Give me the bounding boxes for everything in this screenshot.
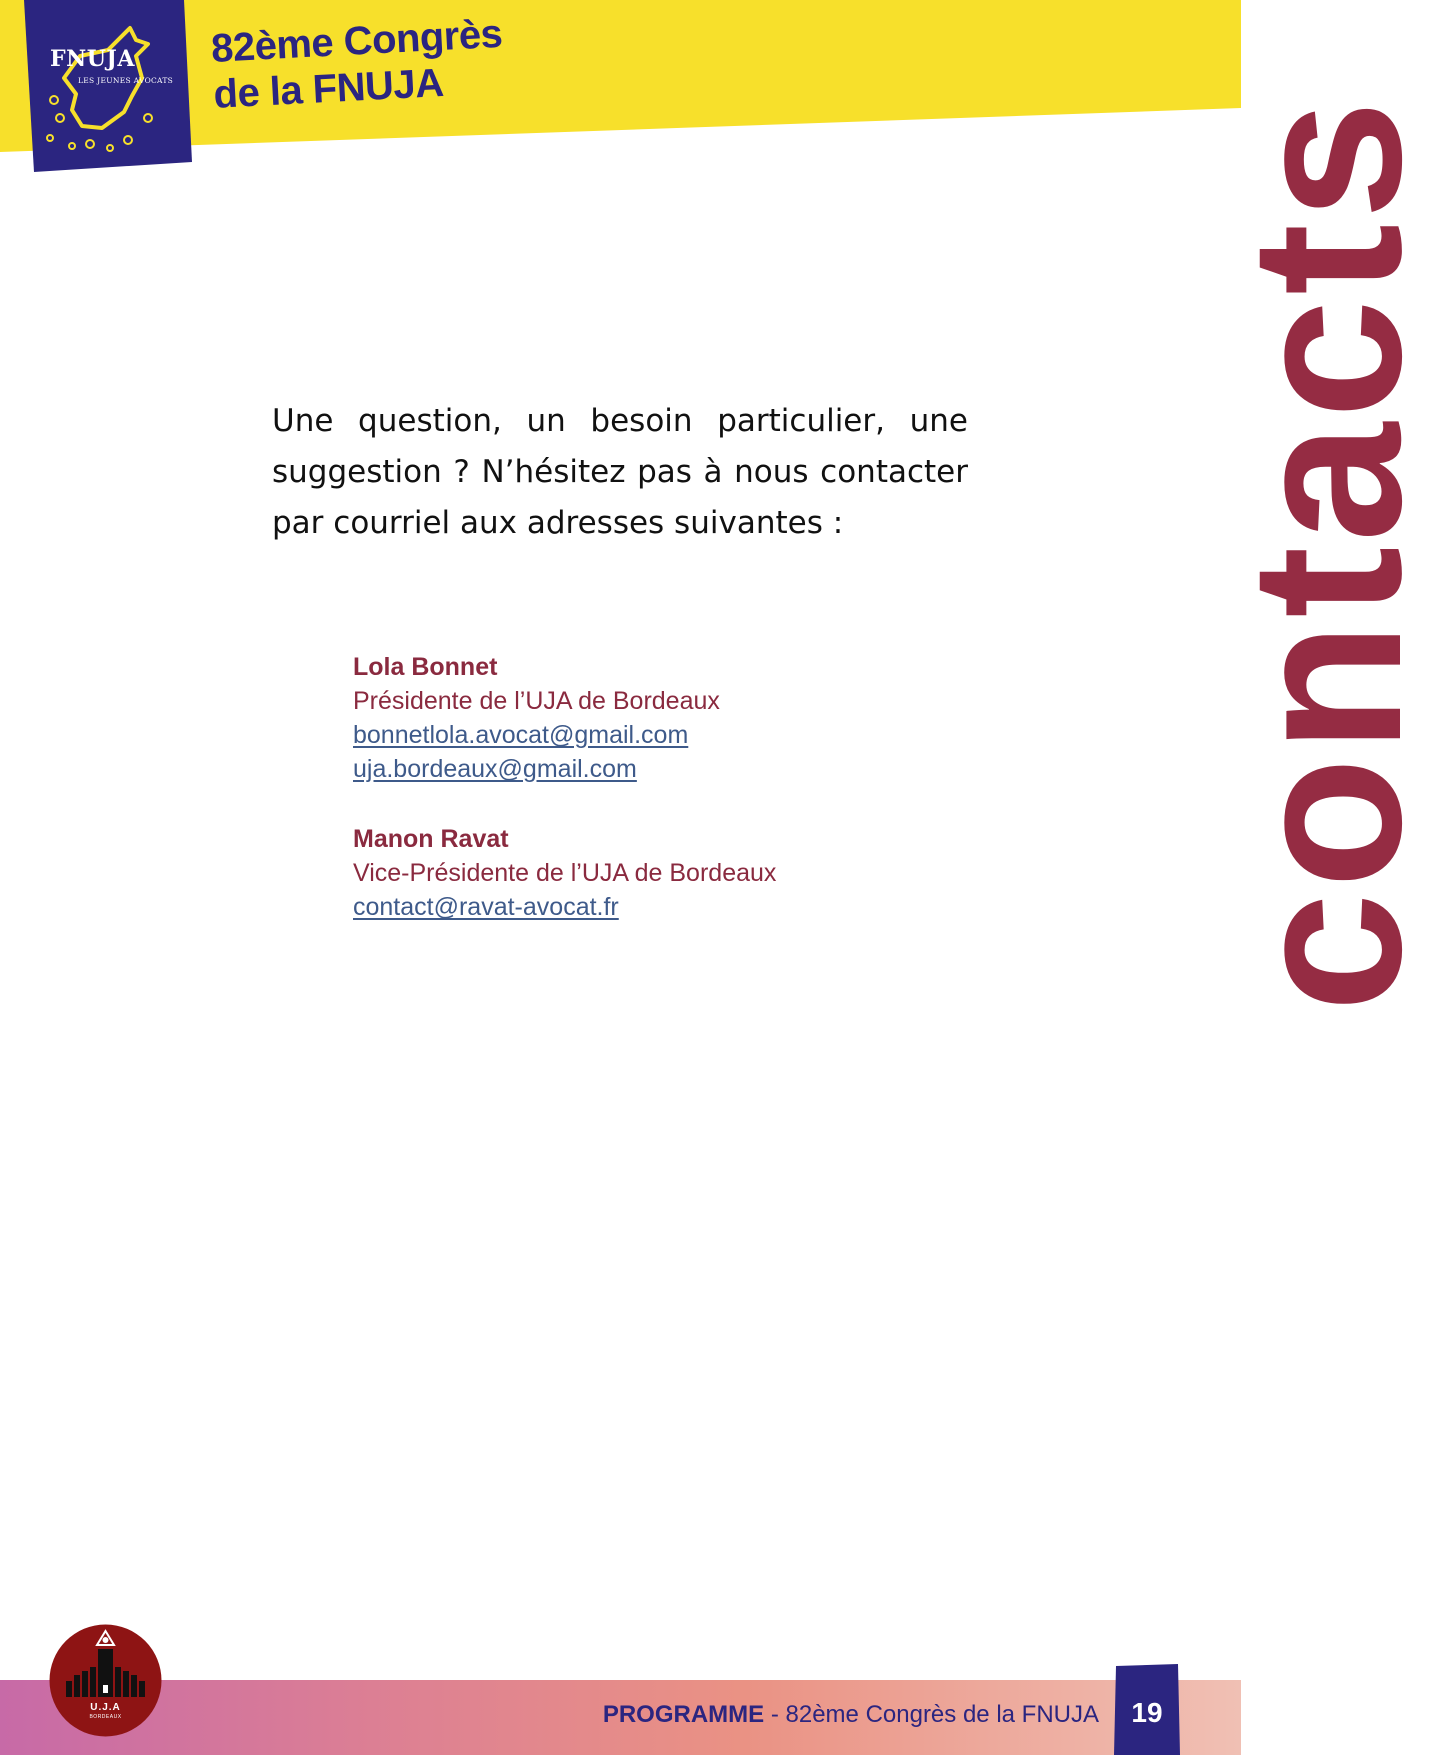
fnuja-logo xyxy=(24,0,192,172)
header-title-line2: de la FNUJA xyxy=(212,60,445,117)
section-title: contacts xyxy=(1205,96,1446,1013)
contact-name: Lola Bonnet xyxy=(353,653,498,681)
header-title-line1: 82ème Congrès xyxy=(210,11,504,71)
header-title xyxy=(210,11,506,118)
contact-role: Vice-Présidente de l’UJA de Bordeaux xyxy=(353,859,777,887)
uja-bordeaux-badge xyxy=(48,1623,163,1738)
footer-program-label: PROGRAMME xyxy=(602,1701,765,1728)
logo-subtitle: LES JEUNES AVOCATS xyxy=(78,76,174,85)
page-number: 19 xyxy=(1131,1697,1163,1728)
uja-badge-sublabel: BORDEAUX xyxy=(89,1714,122,1720)
email-link[interactable]: contact@ravat-avocat.fr xyxy=(353,893,619,921)
footer-event: 82ème Congrès de la FNUJA xyxy=(785,1701,1099,1728)
footer-caption xyxy=(603,1700,1099,1730)
contact-card-manon-ravat xyxy=(353,822,913,924)
email-link[interactable]: uja.bordeaux@gmail.com xyxy=(353,755,637,783)
intro-paragraph: Une question, un besoin particulier, une suggestion ? N’hésitez pas à nous contacter par courriel aux adresses suivantes : xyxy=(272,403,968,541)
contact-role: Présidente de l’UJA de Bordeaux xyxy=(353,687,720,715)
footer-separator: - xyxy=(764,1701,786,1728)
email-link[interactable]: bonnetlola.avocat@gmail.com xyxy=(353,721,689,749)
uja-badge-label: U.J.A xyxy=(90,1702,121,1713)
contact-card-lola-bonnet xyxy=(353,650,913,786)
contact-name: Manon Ravat xyxy=(353,825,509,853)
logo-name: FNUJA xyxy=(50,46,135,72)
